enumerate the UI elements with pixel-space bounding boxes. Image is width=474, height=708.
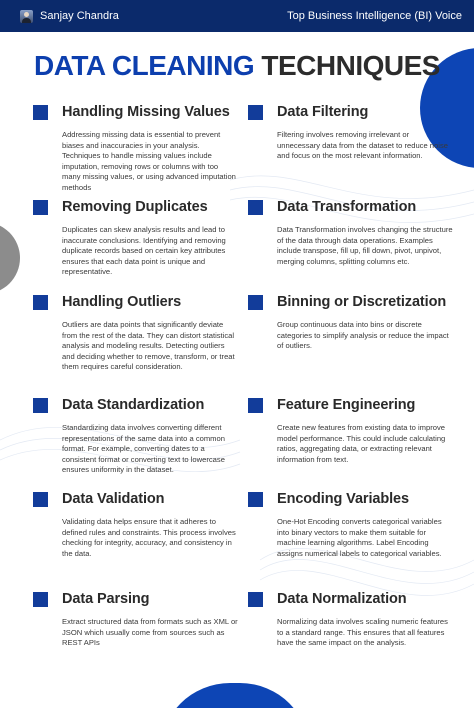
card-encoding-variables [248, 489, 453, 559]
bullet-square [33, 592, 48, 607]
card-data-normalization [248, 589, 453, 649]
card-text: Create new features from existing data to improve model performance. This could include calculating ratios, aggregating data, or extracting relevant information from text. [277, 423, 446, 464]
card-title: Handling Outliers [62, 294, 182, 310]
card-title: Data Normalization [277, 591, 407, 607]
card-title: Handling Missing Values [62, 104, 230, 120]
bullet-square [33, 105, 48, 120]
card-data-parsing [33, 589, 238, 649]
card-text: Duplicates can skew analysis results and lead to inaccurate conclusions. Identifying and removing duplicate records based on certain key attributes ensures that each data point is unique and representative. [62, 225, 226, 276]
bullet-square [33, 200, 48, 215]
card-title: Data Filtering [277, 104, 369, 120]
author[interactable] [20, 10, 119, 23]
card-text: Standardizing data involves converting different representations of the same data into a common format. For example, converting dates to a consistent format or converting text to lowercase ensures uniformity in the dataset. [62, 423, 225, 474]
card-text: Validating data helps ensure that it adheres to defined rules and constraints. This process involves checking for integrity, accuracy, and consistency in the data. [62, 517, 236, 558]
card-data-validation [33, 489, 238, 559]
card-data-transformation [248, 197, 453, 267]
title-part-1: DATA CLEANING [34, 50, 255, 81]
card-binning-discretization [248, 292, 453, 352]
card-text: Outliers are data points that significantly deviate from the rest of the data. They can distort statistical analysis and modeling results. Detecting outliers and deciding whether to remove, transform, or treat them requires careful consideration. [62, 320, 235, 371]
card-feature-engineering [248, 395, 453, 465]
page-title [0, 48, 474, 84]
bullet-square [33, 492, 48, 507]
card-handling-outliers [33, 292, 238, 373]
header-bar [0, 0, 474, 32]
card-text: Addressing missing data is essential to prevent biases and inaccuracies in your analysis. Techniques to handle missing values include imputation, removing rows or columns with too many missing values, or using advanced imputation methods [62, 130, 236, 192]
bullet-square [248, 592, 263, 607]
card-text: One-Hot Encoding converts categorical variables into binary vectors to make them suitable for machine learning algorithms. Label Encoding assigns numerical labels to categorical variables. [277, 517, 442, 558]
bullet-square [248, 200, 263, 215]
card-title: Feature Engineering [277, 397, 416, 413]
card-text: Extract structured data from formats such as XML or JSON which usually come from sources such as REST APIs [62, 617, 238, 647]
bullet-square [33, 295, 48, 310]
card-text: Group continuous data into bins or discrete categories to simplify analysis or reduce the impact of outliers. [277, 320, 449, 350]
card-title: Data Parsing [62, 591, 150, 607]
title-part-2: TECHNIQUES [261, 50, 440, 81]
card-title: Data Transformation [277, 199, 417, 215]
avatar [20, 10, 33, 23]
card-data-standardization [33, 395, 238, 476]
bullet-square [33, 398, 48, 413]
card-data-filtering [248, 102, 453, 162]
voice-badge: Top Business Intelligence (BI) Voice [287, 10, 462, 22]
bullet-square [248, 398, 263, 413]
author-name: Sanjay Chandra [40, 10, 119, 22]
card-handling-missing-values [33, 102, 238, 193]
card-text: Data Transformation involves changing the structure of the data through data operations. Examples include transpose, fill up, fill down, pivot, unpivot, merging columns, splitting columns etc. [277, 225, 453, 266]
card-title: Binning or Discretization [277, 294, 447, 310]
card-removing-duplicates [33, 197, 238, 278]
card-title: Data Validation [62, 491, 165, 507]
bullet-square [248, 295, 263, 310]
card-text: Filtering involves removing irrelevant or unnecessary data from the dataset to reduce noise and focus on the most relevant information. [277, 130, 448, 160]
card-title: Data Standardization [62, 397, 205, 413]
card-title: Removing Duplicates [62, 199, 208, 215]
card-title: Encoding Variables [277, 491, 409, 507]
bullet-square [248, 492, 263, 507]
bullet-square [248, 105, 263, 120]
card-text: Normalizing data involves scaling numeric features to a standard range. This ensures that all features have the same impact on the analysis. [277, 617, 448, 647]
